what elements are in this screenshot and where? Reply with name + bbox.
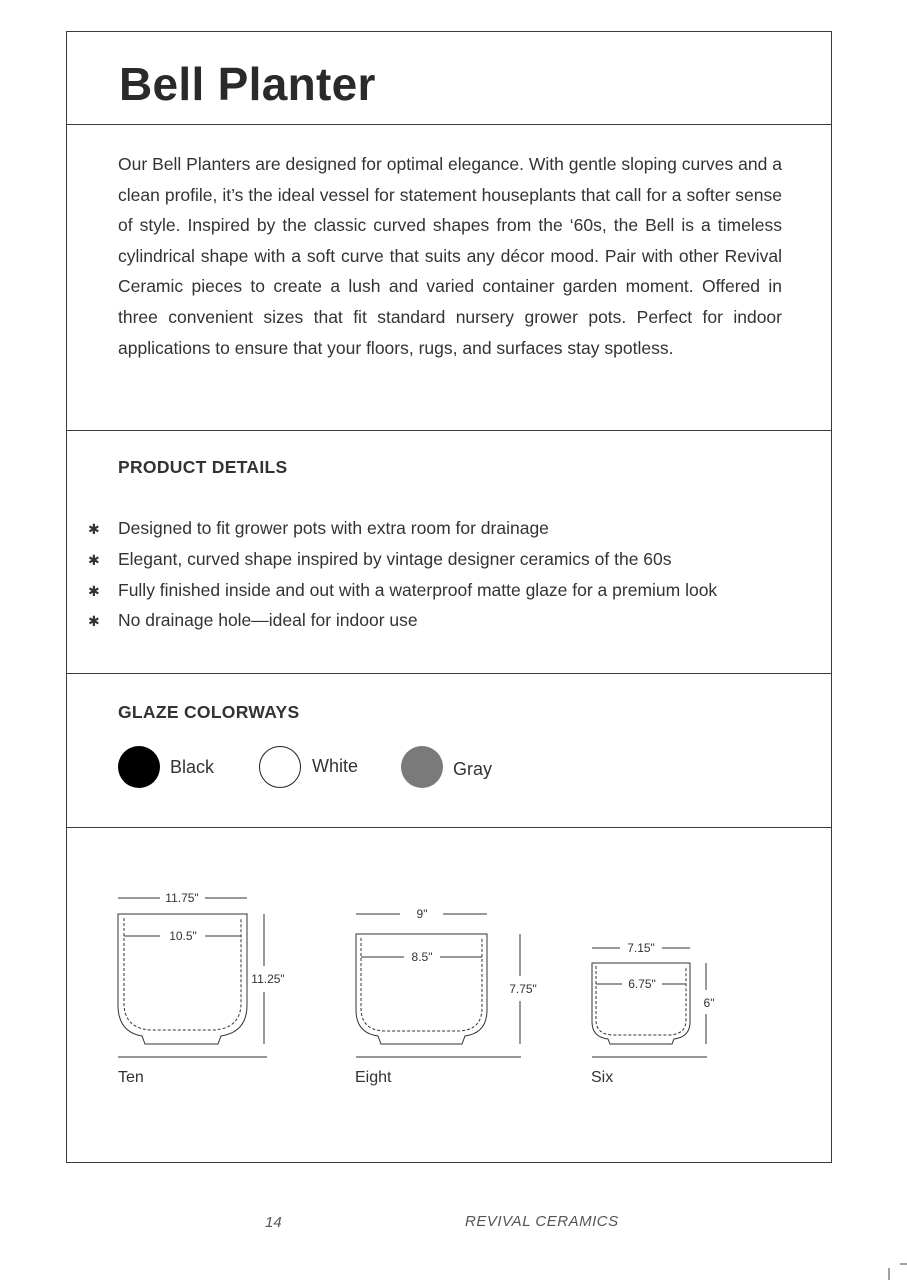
ten-height: 11.25"	[251, 972, 285, 986]
footer-brand: REVIVAL CERAMICS	[465, 1213, 619, 1230]
product-details-heading: PRODUCT DETAILS	[118, 457, 288, 477]
bullet-star-icon: ✱	[88, 613, 100, 630]
list-item: ✱ Elegant, curved shape inspired by vintage designer ceramics of the 60s	[67, 544, 833, 575]
product-description: Our Bell Planters are designed for optimal elegance. With gentle sloping curves and a clean profile, it’s the ideal vessel for statement houseplants that call for a softer sense of style. Inspired by the classic curved shapes from the ‘60s, the Bell is a timeless cylindrical shape with a soft curve that suits any décor mood. Pair with other Revival Ceramic pieces to create a lush and varied container garden moment. Offered in three convenient sizes that fit standard nursery grower pots. Perfect for indoor applications to ensure that your floors, rugs, and surfaces stay spotless.	[118, 154, 782, 358]
size-name-eight: Eight	[355, 1069, 392, 1086]
list-item: ✱ Fully finished inside and out with a waterproof matte glaze for a premium look	[67, 575, 833, 606]
list-item: ✱ No drainage hole—ideal for indoor use	[67, 605, 833, 636]
color-label-white: White	[312, 756, 359, 776]
planter-ten-drawing	[118, 898, 267, 1057]
eight-outer-width: 9"	[416, 907, 428, 921]
planter-eight-drawing	[356, 914, 521, 1057]
bullet-star-icon: ✱	[88, 582, 100, 599]
six-outer-width: 7.15"	[627, 941, 655, 955]
color-label-gray: Gray	[453, 759, 493, 779]
eight-inner-width: 8.5"	[411, 950, 433, 964]
bullet-star-icon: ✱	[88, 551, 100, 568]
ten-outer-width: 11.75"	[165, 891, 199, 905]
six-height: 6"	[703, 996, 715, 1010]
list-item: ✱ Designed to fit grower pots with extra room for drainage	[67, 513, 833, 544]
size-name-ten: Ten	[118, 1069, 144, 1086]
page-title: Bell Planter	[119, 58, 376, 110]
six-inner-width: 6.75"	[628, 977, 656, 991]
size-name-six: Six	[591, 1069, 614, 1086]
ten-inner-width: 10.5"	[169, 929, 197, 943]
color-label-black: Black	[170, 757, 215, 777]
eight-height: 7.75"	[509, 982, 537, 996]
glaze-colorways-heading: GLAZE COLORWAYS	[118, 702, 300, 722]
page-number: 14	[265, 1214, 282, 1231]
bullet-star-icon: ✱	[88, 521, 100, 537]
crop-mark-icon	[888, 1262, 907, 1280]
planter-six-drawing	[592, 948, 707, 1057]
